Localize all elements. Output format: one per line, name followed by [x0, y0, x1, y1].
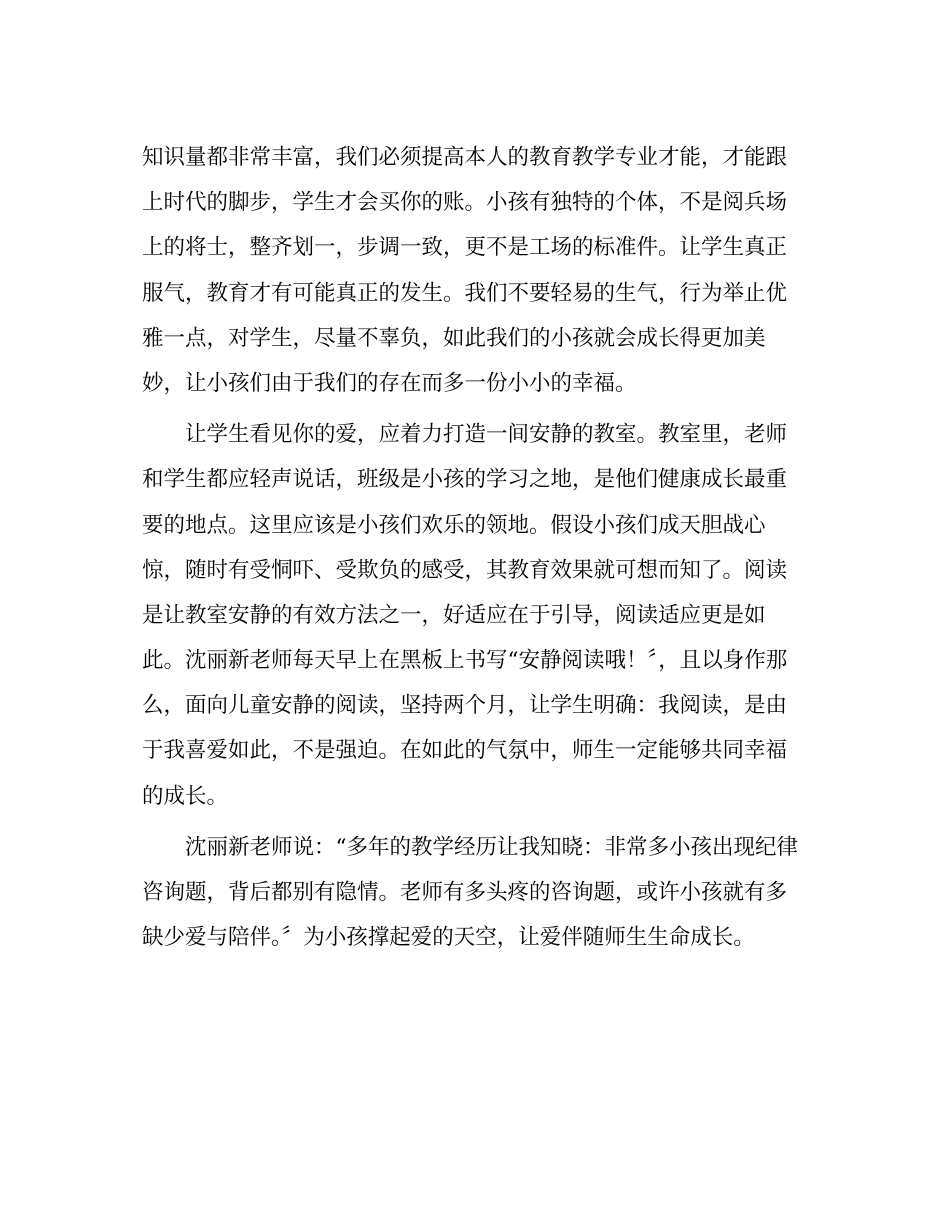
text-line: 妙，让小孩们由于我们的存在而多一份小小的幸福。 — [142, 370, 637, 396]
text-line: 咨询题，背后都别有隐情。老师有多头疼的咨询题，或许小孩就有多 — [142, 880, 788, 905]
text-line: 惊，随时有受恫吓、受欺负的感受，其教育效果就可想而知了。阅读 — [142, 557, 788, 583]
text-line: 上时代的脚步，学生才会买你的账。小孩有独特的个体，不是阅兵场 — [142, 190, 788, 216]
text-line: 此。沈丽新老师每天早上在黑板上书写“安静阅读哦！〞，且以身作那 — [142, 648, 788, 674]
text-line: 服气，教育才有可能真正的发生。我们不要轻易的生气，行为举止优 — [142, 280, 788, 306]
text-line: 让学生看见你的爱，应着力打造一间安静的教室。教室里，老师 — [142, 422, 788, 448]
text-line: 是让教室安静的有效方法之一，好适应在于引导，阅读适应更是如 — [142, 602, 766, 628]
paragraph-3 — [142, 825, 822, 961]
document-body — [142, 135, 822, 960]
text-line: 上的将士，整齐划一，步调一致，更不是工场的标准件。让学生真正 — [142, 235, 788, 261]
text-line: 么，面向儿童安静的阅读，坚持两个月，让学生明确：我阅读，是由 — [142, 693, 788, 719]
text-line: 雅一点，对学生，尽量不辜负，如此我们的小孩就会成长得更加美 — [142, 325, 766, 351]
text-line: 和学生都应轻声说话，班级是小孩的学习之地，是他们健康成长最重 — [142, 467, 788, 493]
text-line: 要的地点。这里应该是小孩们欢乐的领地。假设小孩们成天胆战心 — [142, 512, 766, 538]
text-line: 沈丽新老师说：“多年的教学经历让我知晓：非常多小孩出现纪律 — [142, 834, 798, 860]
text-line: 缺少爱与陪伴。〞为小孩撑起爱的天空，让爱伴随师生生命成长。 — [142, 925, 755, 951]
text-line: 的成长。 — [142, 783, 229, 809]
text-line: 于我喜爱如此，不是强迫。在如此的气氛中，师生一定能够共同幸福 — [142, 738, 788, 764]
paragraph-2 — [142, 412, 822, 819]
text-line: 知识量都非常丰富，我们必须提高本人的教育教学专业才能，才能跟 — [142, 145, 788, 170]
paragraph-1 — [142, 135, 822, 406]
